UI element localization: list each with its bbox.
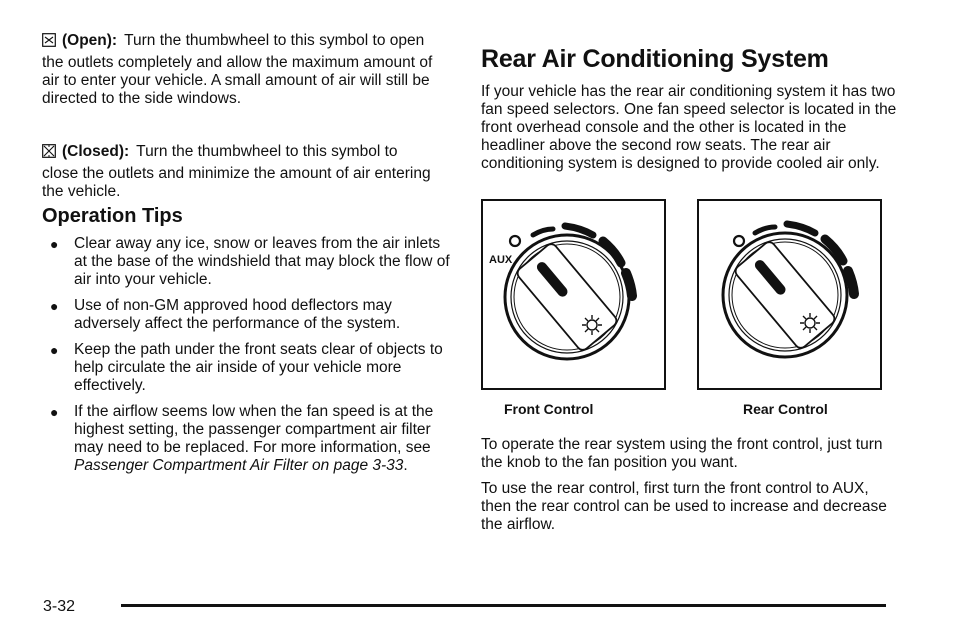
rear-control-caption: Rear Control	[743, 401, 828, 417]
operation-tips-heading: Operation Tips	[42, 205, 183, 227]
rear-control-paragraph: To use the rear control, first turn the front control to AUX, then the rear control can be used to increase and decrease the airflow.	[481, 480, 887, 533]
footer-rule	[121, 604, 886, 607]
bullet-icon: ●	[50, 342, 59, 358]
bullet-icon: ●	[50, 236, 59, 252]
bullet-icon: ●	[50, 404, 59, 420]
closed-line1: Turn the thumbwheel to this symbol to	[136, 143, 398, 160]
tip-item	[42, 403, 452, 475]
closed-setting-paragraph	[42, 143, 452, 201]
closed-label: (Closed):	[62, 143, 130, 160]
vent-closed-icon	[42, 144, 56, 158]
tip-text: Keep the path under the front seats clear of objects to help circulate the air inside of your vehicle more effectively.	[74, 341, 443, 394]
tip-text-end: .	[403, 457, 408, 474]
front-control-caption: Front Control	[504, 401, 594, 417]
front-control-paragraph: To operate the rear system using the front control, just turn the knob to the fan position you want.	[481, 436, 883, 471]
tip-text: Clear away any ice, snow or leaves from the air inlets at the base of the windshield that may block the flow of air into your vehicle.	[74, 235, 450, 288]
rear-control-figure	[697, 199, 882, 390]
tip-text: Use of non-GM approved hood deflectors may adversely affect the performance of the system.	[74, 297, 401, 332]
open-setting-paragraph	[42, 32, 452, 108]
aux-label: AUX	[489, 254, 513, 266]
cross-reference-link[interactable]: Passenger Compartment Air Filter on page 3-33	[74, 457, 404, 474]
tip-item	[42, 235, 452, 289]
vent-open-icon	[42, 33, 56, 47]
page-number: 3-32	[43, 598, 76, 615]
front-control-dial-illustration	[483, 201, 664, 388]
open-description: the outlets completely and allow the maximum amount of air to enter your vehicle. A small amount of air will still be directed to the side windows.	[42, 54, 433, 107]
open-line1: Turn the thumbwheel to this symbol to open	[124, 32, 425, 49]
tip-item	[42, 341, 452, 395]
front-control-figure	[481, 199, 666, 390]
open-label: (Open):	[62, 32, 118, 49]
rear-control-dial-illustration	[699, 201, 880, 388]
section-title: Rear Air Conditioning System	[481, 45, 829, 73]
intro-paragraph: If your vehicle has the rear air conditioning system it has two fan speed selectors. One fan speed selector is located in the front overhead console and the other is located in the headliner above the second row seats. The rear air conditioning system is designed to provide cooled air only.	[481, 83, 897, 172]
tip-item	[42, 297, 452, 333]
tip-text: If the airflow seems low when the fan speed is at the highest setting, the passenger compartment air filter may need to be replaced. For more information, see	[74, 403, 434, 456]
bullet-icon: ●	[50, 298, 59, 314]
closed-description: close the outlets and minimize the amount of air entering the vehicle.	[42, 165, 431, 200]
